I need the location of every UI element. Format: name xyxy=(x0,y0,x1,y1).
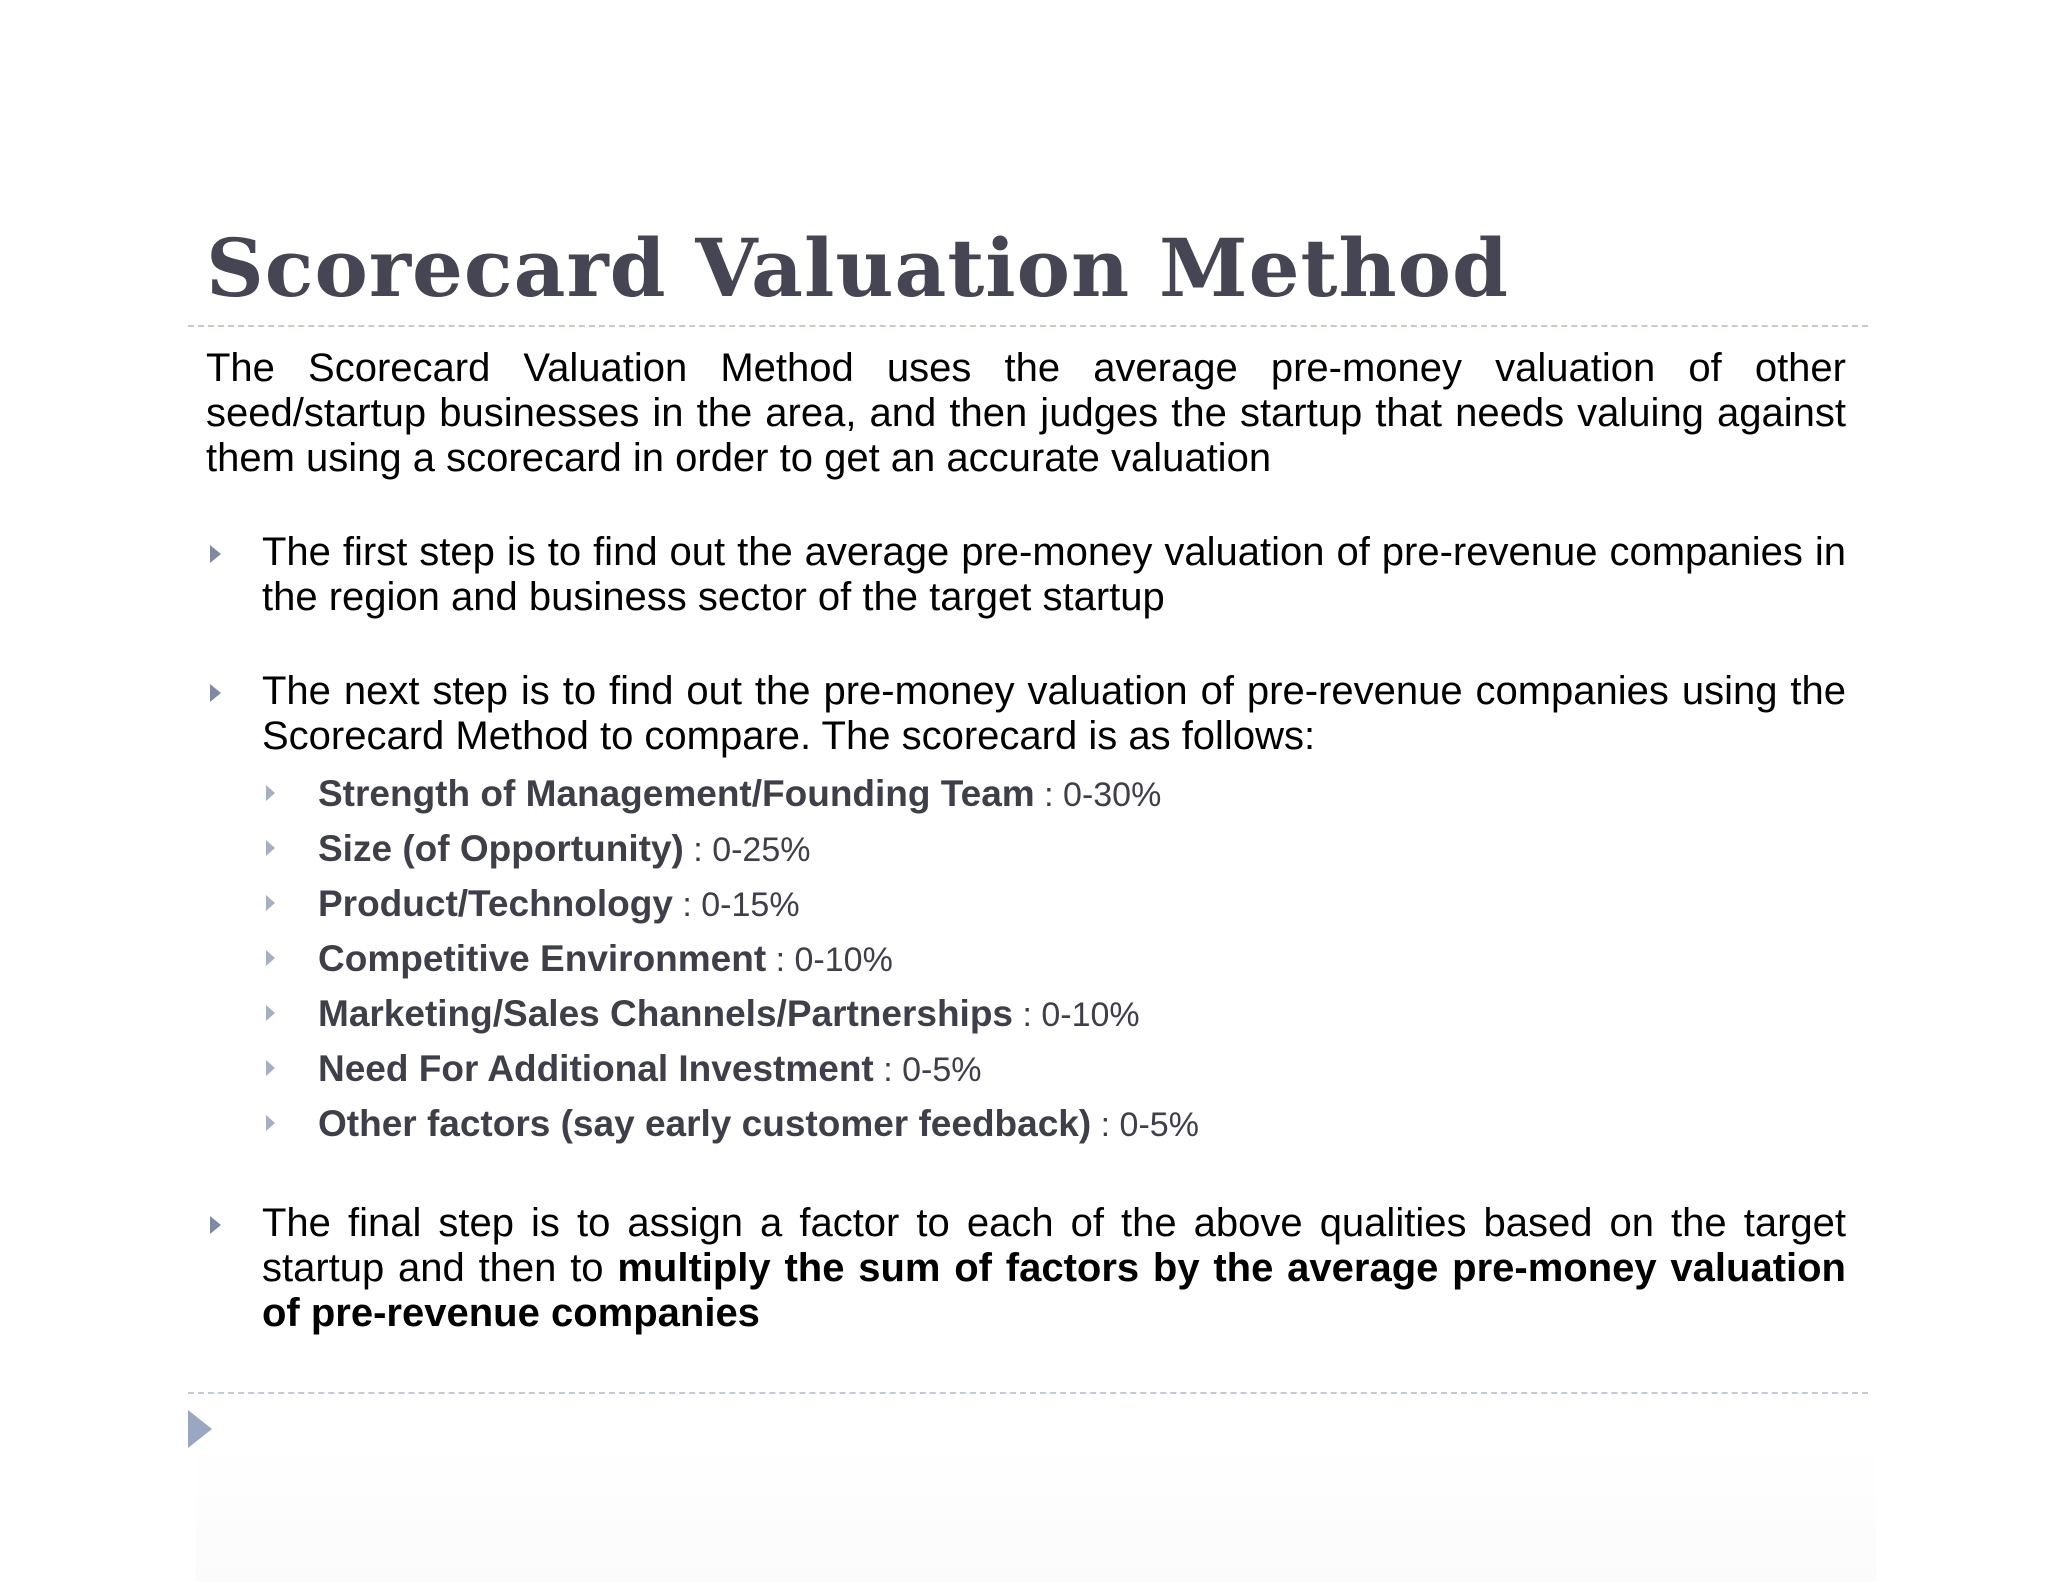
scorecard-item xyxy=(262,1042,1846,1097)
scorecard-factor: Marketing/Sales Channels/Partnerships xyxy=(318,993,1014,1034)
scorecard-item xyxy=(262,877,1846,932)
scorecard-range: : 0-15% xyxy=(672,886,800,924)
scorecard-range: : 0-5% xyxy=(1091,1106,1199,1144)
scorecard-factor: Strength of Management/Founding Team xyxy=(318,773,1035,814)
triangle-right-icon xyxy=(266,895,275,911)
scorecard-item xyxy=(262,767,1846,822)
triangle-right-icon xyxy=(266,840,275,856)
scorecard-item xyxy=(262,1097,1846,1152)
scorecard-item xyxy=(262,932,1846,987)
step-final-text xyxy=(262,1201,1846,1336)
scorecard-item xyxy=(262,987,1846,1042)
steps-list xyxy=(206,530,1846,1336)
step-first-text: The first step is to find out the average pre-money valuation of pre-revenue companies in the region and business sector of the target startup xyxy=(262,530,1846,619)
step-first xyxy=(206,530,1846,620)
scorecard-range: : 0-10% xyxy=(1013,996,1140,1034)
footer-divider xyxy=(188,1392,1868,1394)
triangle-right-icon xyxy=(210,545,221,563)
scorecard-range: : 0-25% xyxy=(683,831,811,869)
scorecard-factor: Size (of Opportunity) xyxy=(318,828,684,869)
footer-area xyxy=(196,1440,1876,1582)
scorecard-item xyxy=(262,822,1846,877)
step-next xyxy=(206,669,1846,1152)
step-final xyxy=(206,1201,1846,1336)
title-divider xyxy=(188,325,1868,327)
scorecard-range: : 0-30% xyxy=(1034,776,1162,814)
triangle-right-icon xyxy=(266,950,275,966)
scorecard-factor: Other factors (say early customer feedback) xyxy=(318,1103,1092,1144)
next-slide-arrow-icon[interactable] xyxy=(188,1410,212,1448)
step-final-text-plain: The final step is to assign a factor to each of the above qualities based on the target startup and then to xyxy=(262,1201,1846,1290)
slide-title: Scorecard Valuation Method xyxy=(206,221,1509,315)
scorecard-factor: Product/Technology xyxy=(318,883,673,924)
intro-paragraph: The Scorecard Valuation Method uses the average pre-money valuation of other seed/startup businesses in the area, and then judges the startup that needs valuing against them using a scorecard in order to get an accurate valuation xyxy=(206,346,1846,480)
scorecard-range: : 0-5% xyxy=(873,1051,982,1089)
scorecard-factor: Competitive Environment xyxy=(318,938,767,979)
triangle-right-icon xyxy=(266,1060,275,1076)
slide-body xyxy=(206,346,1846,1336)
scorecard-list xyxy=(262,767,1846,1152)
triangle-right-icon xyxy=(266,1005,275,1021)
scorecard-range: : 0-10% xyxy=(766,941,893,979)
triangle-right-icon xyxy=(210,1216,221,1234)
triangle-right-icon xyxy=(266,1115,275,1131)
step-final-text-emphasis: multiply the sum of factors by the average pre-money valuation of pre-revenue companies xyxy=(262,1246,1846,1335)
scorecard-factor: Need For Additional Investment xyxy=(318,1048,874,1089)
triangle-right-icon xyxy=(266,785,275,801)
step-next-text: The next step is to find out the pre-money valuation of pre-revenue companies using the Scorecard Method to compare. The scorecard is as follows: xyxy=(262,669,1846,758)
triangle-right-icon xyxy=(210,684,221,702)
